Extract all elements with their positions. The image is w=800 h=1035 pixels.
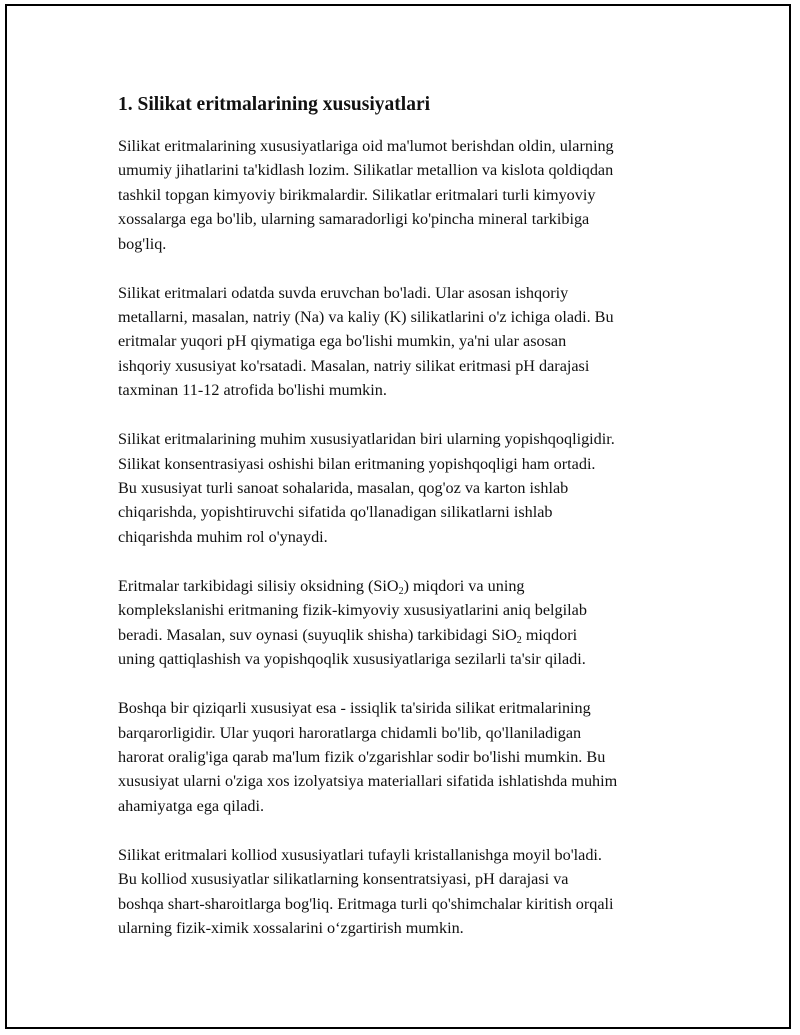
text-line: komplekslanishi eritmaning fizik-kimyoviy xususiyatlarini aniq belgilab <box>118 601 587 620</box>
text-line: bog'liq. <box>118 234 167 253</box>
paragraph-3 <box>118 427 698 549</box>
text-segment: Eritmalar tarkibidagi silisiy oksidning (SiO <box>118 576 399 595</box>
text-segment: ) miqdori va uning <box>403 576 525 595</box>
text-line: Silikat eritmalari odatda suvda eruvchan bo'ladi. Ular asosan ishqoriy <box>118 283 569 302</box>
document-title: 1. Silikat eritmalarining xususiyatlari <box>118 94 431 115</box>
text-line: metallarni, masalan, natriy (Na) va kaliy (K) silikatlarini o'z ichiga oladi. Bu <box>118 308 614 327</box>
text-line: Boshqa bir qiziqarli xususiyat esa - issiqlik ta'sirida silikat eritmalarining <box>118 699 591 718</box>
text-line: uning qattiqlashish va yopishqoqlik xususiyatlariga sezilarli ta'sir qiladi. <box>118 650 586 669</box>
subscript: 2 <box>398 585 404 597</box>
text-segment: miqdori <box>521 625 578 644</box>
text-line: Bu xususiyat turli sanoat sohalarida, masalan, qog'oz va karton ishlab <box>118 479 569 498</box>
document-body <box>118 92 698 965</box>
text-line <box>118 623 698 647</box>
text-line: ahamiyatga ega qiladi. <box>118 796 265 815</box>
text-line: chiqarishda muhim rol o'ynaydi. <box>118 527 328 546</box>
text-line: tashkil topgan kimyoviy birikmalardir. Silikatlar eritmalari turli kimyoviy <box>118 185 596 204</box>
subscript: 2 <box>516 634 522 646</box>
text-line: ishqoriy xususiyat ko'rsatadi. Masalan, natriy silikat eritmasi pH darajasi <box>118 356 590 375</box>
text-line: xossalarga ega bo'lib, ularning samaradorligi ko'pincha mineral tarkibiga <box>118 210 590 229</box>
paragraph-6 <box>118 843 698 941</box>
text-line: taxminan 11-12 atrofida bo'lishi mumkin. <box>118 381 387 400</box>
text-line: Silikat eritmalari kolliod xususiyatlari tufayli kristallanishga moyil bo'ladi. <box>118 845 602 864</box>
text-line: boshqa shart-sharoitlarga bog'liq. Eritmaga turli qo'shimchalar kiritish orqali <box>118 894 614 913</box>
text-line: eritmalar yuqori pH qiymatiga ega bo'lishi mumkin, ya'ni ular asosan <box>118 332 567 351</box>
text-line: Silikat konsentrasiyasi oshishi bilan eritmaning yopishqoqligi ham ortadi. <box>118 454 596 473</box>
text-line: chiqarishda, yopishtiruvchi sifatida qo'llanadigan silikatlarni ishlab <box>118 503 553 522</box>
text-line: umumiy jihatlarini ta'kidlash lozim. Silikatlar metallion va kislota qoldiqdan <box>118 161 614 180</box>
text-line: Silikat eritmalarining muhim xususiyatlaridan biri ularning yopishqoqligidir. <box>118 430 615 449</box>
text-line <box>118 574 698 598</box>
paragraph-1 <box>118 134 698 256</box>
text-line: Bu kolliod xususiyatlar silikatlarning konsentratsiyasi, pH darajasi va <box>118 870 569 889</box>
text-line: harorat oralig'iga qarab ma'lum fizik o'zgarishlar sodir bo'lishi mumkin. Bu <box>118 747 606 766</box>
text-line: ularning fizik-ximik xossalarini o‘zgartirish mumkin. <box>118 918 464 937</box>
text-line: xususiyat ularni o'ziga xos izolyatsiya materiallari sifatida ishlatishda muhim <box>118 772 618 791</box>
paragraph-2 <box>118 281 698 403</box>
text-line: Silikat eritmalarining xususiyatlariga oid ma'lumot berishdan oldin, ularning <box>118 137 614 155</box>
text-segment: beradi. Masalan, suv oynasi (suyuqlik shisha) tarkibidagi SiO <box>118 625 517 644</box>
text-line: barqarorligidir. Ular yuqori haroratlarga chidamli bo'lib, qo'llaniladigan <box>118 723 582 742</box>
paragraph-5 <box>118 696 698 818</box>
paragraph-4 <box>118 574 698 672</box>
